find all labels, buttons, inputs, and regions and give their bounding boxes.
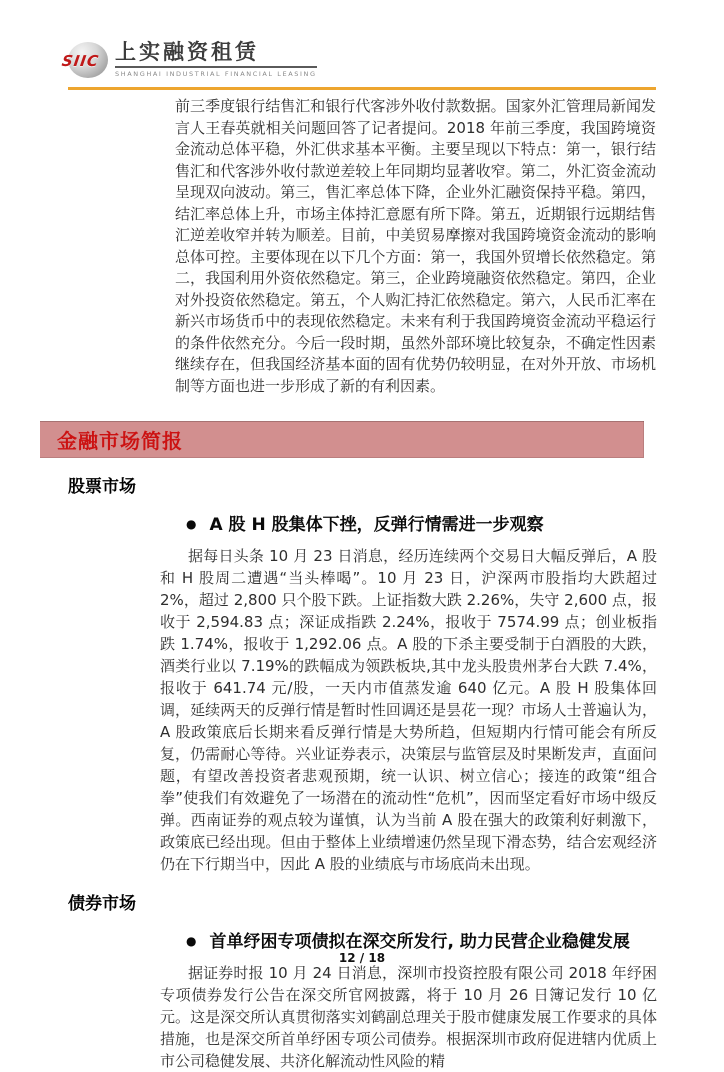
bond-market-section <box>0 889 724 1072</box>
page-number: 12 / 18 <box>338 951 386 965</box>
banner-title: 金融市场简报 <box>57 429 183 454</box>
page-header <box>0 0 724 90</box>
bond-bullet-headline <box>186 927 657 952</box>
header-divider <box>68 87 656 90</box>
stock-bullet-headline <box>186 510 657 535</box>
section-banner <box>40 421 644 458</box>
siic-logo-text: SIIC <box>60 52 101 70</box>
page-footer <box>0 951 724 965</box>
brand-name-en: SHANGHAI INDUSTRIAL FINANCIAL LEASING <box>115 70 317 79</box>
stock-market-heading: 股票市场 <box>68 477 136 498</box>
bond-market-heading: 债券市场 <box>68 894 136 915</box>
stock-bullet-title: A 股 H 股集体下挫，反弹行情需进一步观察 <box>209 515 544 536</box>
bond-market-paragraph: 据证券时报 10 月 24 日消息，深圳市投资控股有限公司 2018 年纾困专项债券发行公告在深交所官网披露，将于 10 月 26 日簿记发行 10 亿元。这是深交所认真贯彻落实刘鹤副总理关于股市健康发展工作要求的具体措施，也是深交所首单纾困专项公司债券。根据深圳市政府促进辖内优质上市公司稳健发展、共济化解流动性风险的精 <box>160 964 657 1071</box>
siic-globe-icon <box>60 42 108 78</box>
intro-paragraph: 前三季度银行结售汇和银行代客涉外收付款数据。国家外汇管理局新闻发言人王春英就相关问题回答了记者提问。2018 年前三季度，我国跨境资金流动总体平稳，外汇供求基本平衡。主要呈现以下特点：第一，银行结售汇和代客涉外收付款逆差较上年同期均显著收窄。第二，外汇资金流动呈现双向波动。第三，售汇率总体下降，企业外汇融资保持平稳。第四，结汇率总体上升，市场主体持汇意愿有所下降。第五，近期银行远期结售汇逆差收窄并转为顺差。目前，中美贸易摩擦对我国跨境资金流动的影响总体可控。主要体现在以下几个方面：第一，我国外贸增长依然稳定。第二，我国利用外资依然稳定。第三，企业跨境融资依然稳定。第四，企业对外投资依然稳定。第五，个人购汇持汇依然稳定。第六，人民币汇率在新兴市场货币中的表现依然稳定。未来有利于我国跨境资金流动平稳运行的条件依然充分。今后一段时期，虽然外部环境比较复杂，不确定性因素继续存在，但我国经济基本面的固有优势仍较明显，在对外开放、市场机制等方面也进一步形成了新的有利因素。 <box>175 97 656 395</box>
stock-market-section <box>0 472 724 875</box>
bond-bullet-title: 首单纾困专项债拟在深交所发行, 助力民营企业稳健发展 <box>209 932 630 953</box>
brand-block <box>115 40 317 78</box>
bullet-icon: ● <box>186 517 197 532</box>
bullet-icon: ● <box>186 934 197 949</box>
company-logo <box>60 40 656 79</box>
stock-market-paragraph: 据每日头条 10 月 23 日消息，经历连续两个交易日大幅反弹后，A 股和 H 股周二遭遇“当头棒喝”。10 月 23 日，沪深两市股指均大跌超过 2%，超过 2,800 只个股下跌。上证指数大跌 2.26%，失守 2,600 点，报收于 2,594.83 点；深证成指跌 2.24%，报收于 7574.99 点；创业板指跌 1.74%，报收于 1,292.06 点。A 股的下杀主要受制于白酒股的大跌，酒类行业以 7.19%的跌幅成为领跌板块,其中龙头股贵州茅台大跌 7.4%，报收于 641.74 元/股，一天内市值蒸发逾 640 亿元。A 股 H 股集体回调，延续两天的反弹行情是暂时性回调还是昙花一现？市场人士普遍认为，A 股政策底后长期来看反弹行情是大势所趋，但短期内行情可能会有所反复，仍需耐心等待。兴业证券表示，决策层与监管层及时果断发声，直面问题，有望改善投资者悲观预期，统一认识、树立信心；接连的政策“组合拳”使我们有效避免了一场潜在的流动性“危机”，因而坚定看好市场中级反弹。西南证券的观点较为谨慎，认为当前 A 股在强大的政策利好刺激下，政策底已经出现。但由于整体上业绩增速仍然呈现下滑态势，结合宏观经济仍在下行期当中，因此 A 股的业绩底与市场底尚未出现。 <box>160 547 657 874</box>
brand-name-cn: 上实融资租赁 <box>115 40 317 68</box>
